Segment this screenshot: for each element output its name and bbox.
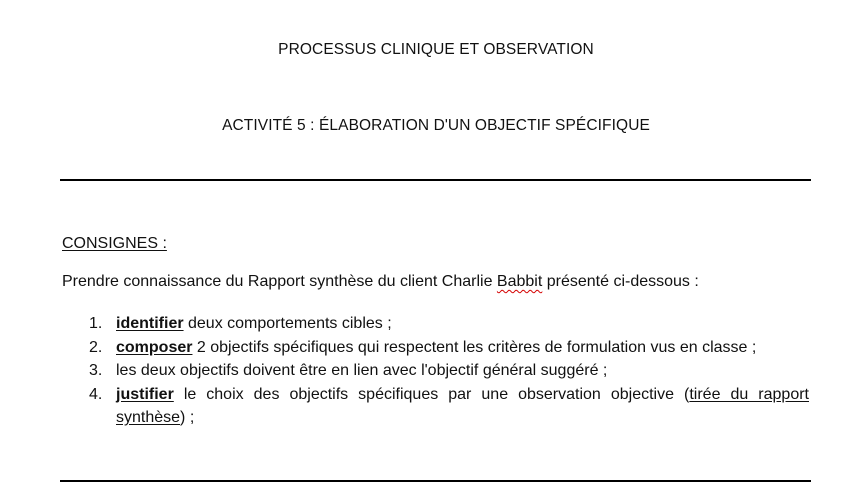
list-number: 2. bbox=[89, 338, 103, 356]
item-text: les deux objectifs doivent être en lien avec l'objectif général suggéré ; bbox=[116, 362, 608, 379]
keyword-identifier: identifier bbox=[116, 315, 184, 332]
instructions-list bbox=[89, 312, 809, 430]
item-text: deux comportements cibles ; bbox=[183, 315, 392, 332]
item-text: le choix des objectifs spécifiques par une observation objective ( bbox=[173, 385, 690, 403]
list-item bbox=[89, 383, 809, 430]
list-item bbox=[89, 336, 809, 360]
document-title: PROCESSUS CLINIQUE ET OBSERVATION bbox=[278, 41, 594, 58]
bottom-divider bbox=[60, 480, 811, 482]
top-divider bbox=[60, 179, 811, 181]
intro-text-before: Prendre connaissance du Rapport synthèse du client Charlie bbox=[62, 273, 497, 290]
list-number: 3. bbox=[89, 362, 103, 379]
keyword-justifier: justifier bbox=[116, 385, 174, 403]
client-name-misspelled: Babbit bbox=[496, 273, 543, 290]
list-item bbox=[89, 359, 809, 383]
list-number: 1. bbox=[89, 315, 103, 332]
source-reference: tirée du rapport synthèse bbox=[116, 385, 809, 426]
intro-text-after: présenté ci-dessous : bbox=[542, 273, 699, 290]
list-item bbox=[89, 312, 809, 336]
keyword-composer: composer bbox=[116, 338, 193, 356]
list-number: 4. bbox=[89, 385, 103, 403]
consignes-heading: CONSIGNES : bbox=[62, 235, 167, 252]
item-text: 2 objectifs spécifiques qui respectent les critères de formulation vus en classe ; bbox=[192, 338, 757, 356]
item-tail: ) ; bbox=[180, 409, 195, 426]
consignes-intro bbox=[62, 272, 699, 292]
activity-title: ACTIVITÉ 5 : ÉLABORATION D'UN OBJECTIF SPÉCIFIQUE bbox=[222, 117, 650, 134]
